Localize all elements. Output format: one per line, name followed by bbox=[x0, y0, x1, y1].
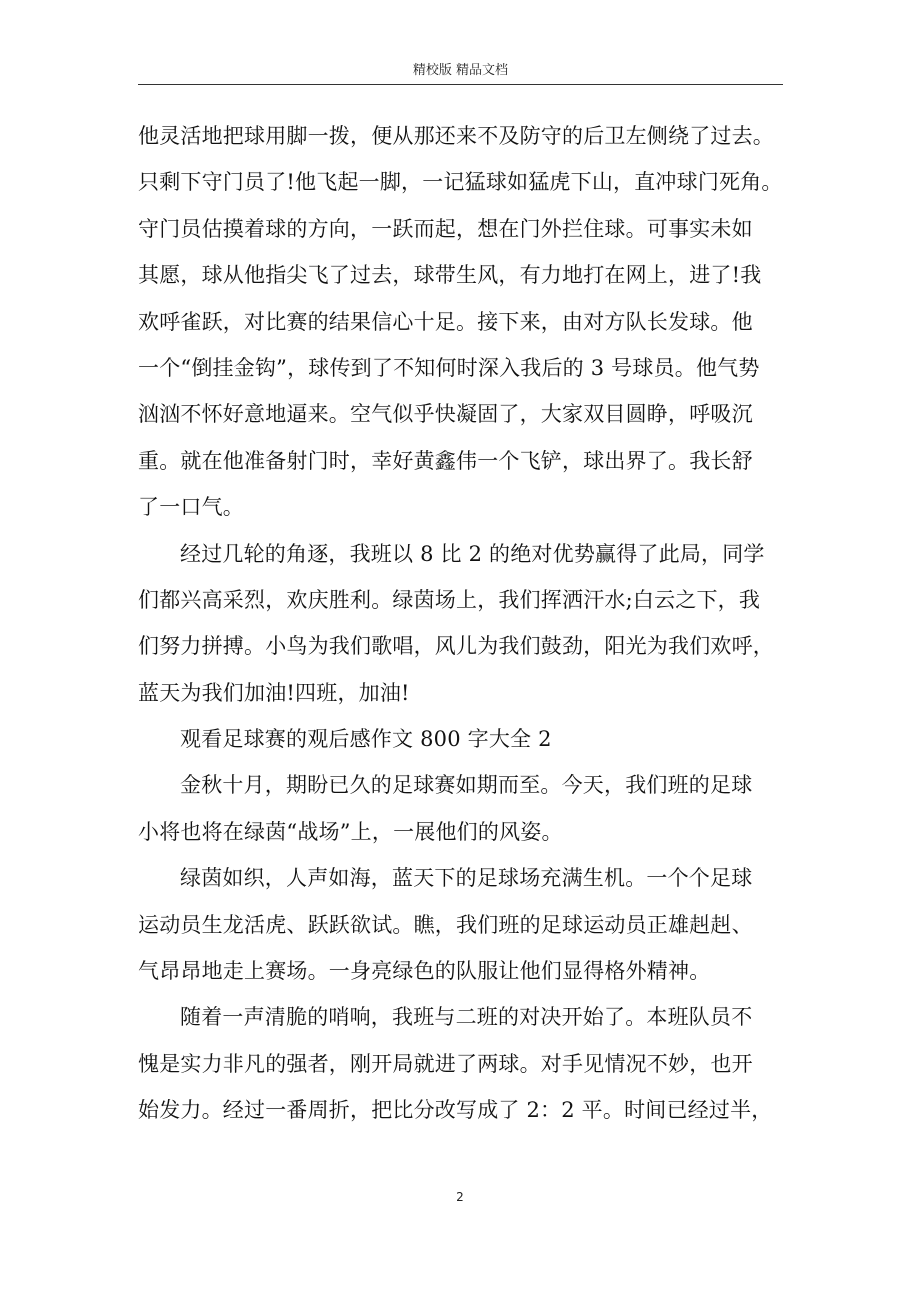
text-line: 小将也将在绿茵“战场”上，一展他们的风姿。 bbox=[138, 819, 563, 844]
page-number: 2 bbox=[456, 1190, 464, 1204]
text-line: 一个“倒挂金钩”，球传到了不知何时深入我后的 3 号球员。他气势 bbox=[138, 355, 760, 380]
text-line: 运动员生龙活虎、跃跃欲试。瞧，我们班的足球运动员正雄赳赳、 bbox=[138, 912, 753, 937]
paragraph-start-line: 绿茵如织，人声如海，蓝天下的足球场充满生机。一个个足球 bbox=[180, 866, 753, 891]
header-text: 精校版 精品文档 bbox=[412, 63, 509, 78]
document-body bbox=[138, 118, 783, 1139]
text-line: 汹汹不怀好意地逼来。空气似乎快凝固了，大家双目圆睁，呼吸沉 bbox=[138, 402, 753, 427]
text-line: 始发力。经过一番周折，把比分改写成了 2：2 平。时间已经过半， bbox=[138, 1098, 773, 1123]
text-line: 他灵活地把球用脚一拨，便从那还来不及防守的后卫左侧绕了过去。 bbox=[138, 124, 774, 148]
paragraph-start-line: 金秋十月，期盼已久的足球赛如期而至。今天，我们班的足球 bbox=[180, 773, 753, 798]
text-line: 愧是实力非凡的强者，刚开局就进了两球。对手见情况不妙，也开 bbox=[138, 1051, 753, 1076]
text-line: 其愿，球从他指尖飞了过去，球带生风，有力地打在网上，进了!我 bbox=[138, 263, 762, 288]
text-line: 守门员估摸着球的方向，一跃而起，想在门外拦住球。可事实未如 bbox=[138, 216, 753, 241]
paragraph-start-line: 经过几轮的角逐，我班以 8 比 2 的绝对优势赢得了此局，同学 bbox=[180, 541, 765, 566]
text-line: 欢呼雀跃，对比赛的结果信心十足。接下来，由对方队长发球。他 bbox=[138, 309, 753, 334]
text-line: 们努力拼搏。小鸟为我们歌唱，风儿为我们鼓劲，阳光为我们欢呼， bbox=[138, 634, 774, 659]
text-line: 蓝天为我们加油!四班，加油! bbox=[138, 680, 410, 705]
text-line: 们都兴高采烈，欢庆胜利。绿茵场上，我们挥洒汗水;白云之下，我 bbox=[138, 587, 761, 612]
page-header bbox=[138, 58, 783, 85]
text-line: 只剩下守门员了!他飞起一脚，一记猛球如猛虎下山，直冲球门死角。 bbox=[138, 170, 783, 195]
text-line: 了一口气。 bbox=[138, 495, 244, 520]
section-title: 观看足球赛的观后感作文 800 字大全 2 bbox=[180, 727, 552, 752]
text-line: 重。就在他准备射门时，幸好黄鑫伟一个飞铲，球出界了。我长舒 bbox=[138, 448, 753, 473]
paragraph-start-line: 随着一声清脆的哨响，我班与二班的对决开始了。本班队员不 bbox=[180, 1005, 753, 1030]
text-line: 气昂昂地走上赛场。一身亮绿色的队服让他们显得格外精神。 bbox=[138, 959, 711, 984]
